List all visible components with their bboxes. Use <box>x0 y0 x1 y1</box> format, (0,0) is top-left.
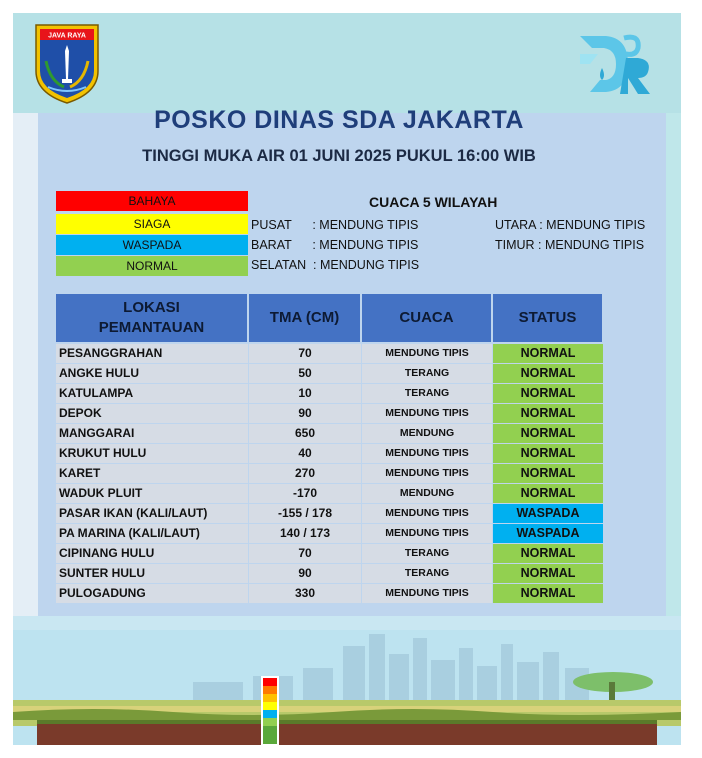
right-strip <box>666 113 681 623</box>
cell-status: NORMAL <box>493 364 603 383</box>
cell-tma: 50 <box>249 364 361 383</box>
cell-lokasi: PA MARINA (KALI/LAUT) <box>56 524 248 543</box>
cell-cuaca: TERANG <box>362 544 492 563</box>
cell-cuaca: MENDUNG TIPIS <box>362 464 492 483</box>
cell-lokasi: KARET <box>56 464 248 483</box>
cell-cuaca: MENDUNG TIPIS <box>362 504 492 523</box>
cell-cuaca: TERANG <box>362 364 492 383</box>
cell-tma: 90 <box>249 404 361 423</box>
weather-timur: TIMUR : MENDUNG TIPIS <box>495 238 645 252</box>
table-row <box>56 564 604 583</box>
table-row <box>56 424 604 443</box>
page-subtitle: TINGGI MUKA AIR 01 JUNI 2025 PUKUL 16:00 WIB <box>142 147 536 165</box>
cell-status: NORMAL <box>493 584 603 603</box>
cell-tma: 70 <box>249 344 361 363</box>
header-lokasi <box>56 294 248 342</box>
weather-pusat: PUSAT : MENDUNG TIPIS <box>251 218 419 232</box>
table-row <box>56 384 604 403</box>
cell-cuaca: MENDUNG TIPIS <box>362 344 492 363</box>
cell-tma: 90 <box>249 564 361 583</box>
cell-lokasi: CIPINANG HULU <box>56 544 248 563</box>
table-row <box>56 544 604 563</box>
dsr-logo-icon <box>576 28 658 98</box>
cell-status: WASPADA <box>493 524 603 543</box>
cell-lokasi: SUNTER HULU <box>56 564 248 583</box>
cell-status: WASPADA <box>493 504 603 523</box>
cell-status: NORMAL <box>493 564 603 583</box>
cell-lokasi: PULOGADUNG <box>56 584 248 603</box>
table-row <box>56 404 604 423</box>
cell-lokasi: KATULAMPA <box>56 384 248 403</box>
weather-selatan: SELATAN : MENDUNG TIPIS <box>251 258 420 272</box>
cell-status: NORMAL <box>493 464 603 483</box>
city-landscape-illustration <box>13 616 681 745</box>
table-row <box>56 484 604 503</box>
cell-tma: 70 <box>249 544 361 563</box>
cell-lokasi: MANGGARAI <box>56 424 248 443</box>
cell-cuaca: MENDUNG TIPIS <box>362 584 492 603</box>
crest-text: JAVA RAYA <box>48 32 86 40</box>
cell-lokasi: DEPOK <box>56 404 248 423</box>
legend-bahaya: BAHAYA <box>56 191 248 211</box>
cell-lokasi: KRUKUT HULU <box>56 444 248 463</box>
header-status: STATUS <box>493 294 603 342</box>
table-row <box>56 584 604 603</box>
cell-tma: 140 / 173 <box>249 524 361 543</box>
cell-tma: 270 <box>249 464 361 483</box>
header-cuaca: CUACA <box>362 294 492 342</box>
cell-tma: 650 <box>249 424 361 443</box>
cell-tma: -170 <box>249 484 361 503</box>
weather-title: CUACA 5 WILAYAH <box>369 194 498 210</box>
cell-status: NORMAL <box>493 544 603 563</box>
cell-cuaca: MENDUNG <box>362 424 492 443</box>
dki-jakarta-crest-icon <box>32 21 102 105</box>
weather-utara: UTARA : MENDUNG TIPIS <box>495 218 646 232</box>
cell-tma: 40 <box>249 444 361 463</box>
legend-siaga: SIAGA <box>56 214 248 234</box>
cell-tma: 10 <box>249 384 361 403</box>
cell-status: NORMAL <box>493 384 603 403</box>
left-strip <box>13 113 38 623</box>
header-tma: TMA (CM) <box>249 294 361 342</box>
page-title: POSKO DINAS SDA JAKARTA <box>154 106 524 134</box>
cell-lokasi: WADUK PLUIT <box>56 484 248 503</box>
table-row <box>56 344 604 363</box>
legend-normal: NORMAL <box>56 256 248 276</box>
header-lokasi-line1: LOKASI <box>123 299 180 316</box>
table-row <box>56 364 604 383</box>
header-lokasi-line2: PEMANTAUAN <box>98 319 205 336</box>
cell-status: NORMAL <box>493 444 603 463</box>
cell-status: NORMAL <box>493 484 603 503</box>
cell-cuaca: MENDUNG TIPIS <box>362 444 492 463</box>
cell-cuaca: MENDUNG TIPIS <box>362 404 492 423</box>
table-row <box>56 504 604 523</box>
cell-cuaca: TERANG <box>362 564 492 583</box>
table-row <box>56 444 604 463</box>
table-row <box>56 464 604 483</box>
weather-barat: BARAT : MENDUNG TIPIS <box>251 238 419 252</box>
cell-tma: 330 <box>249 584 361 603</box>
cell-tma: -155 / 178 <box>249 504 361 523</box>
cell-lokasi: PASAR IKAN (KALI/LAUT) <box>56 504 248 523</box>
cell-cuaca: TERANG <box>362 384 492 403</box>
cell-cuaca: MENDUNG <box>362 484 492 503</box>
legend-waspada: WASPADA <box>56 235 248 255</box>
cell-lokasi: PESANGGRAHAN <box>56 344 248 363</box>
cell-lokasi: ANGKE HULU <box>56 364 248 383</box>
cell-status: NORMAL <box>493 344 603 363</box>
table-row <box>56 524 604 543</box>
cell-status: NORMAL <box>493 424 603 443</box>
cell-cuaca: MENDUNG TIPIS <box>362 524 492 543</box>
cell-status: NORMAL <box>493 404 603 423</box>
